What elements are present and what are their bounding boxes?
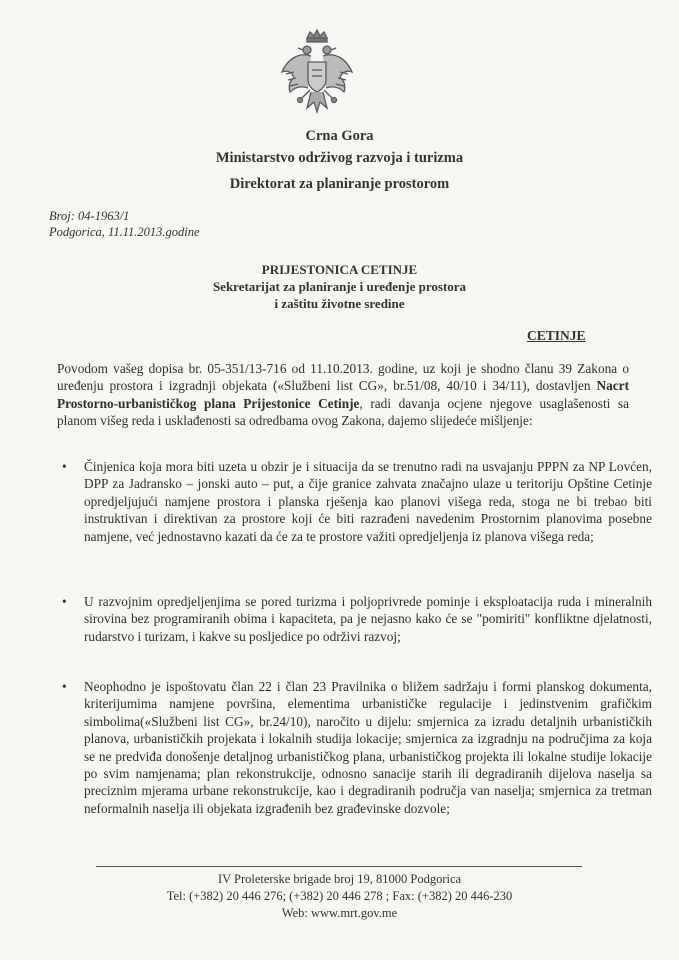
intro-text-part1: Povodom vašeg dopisa br. 05-351/13-716 od 11.10.2013. godine, uz koji je shodno članu 39 Zakona o uređenju prostora i izgradnji objekata («Službeni list CG», br.51/08, 40/10 i 34/11), dostavljen	[57, 361, 629, 394]
reference-place-date: Podgorica, 11.11.2013.godine	[49, 225, 200, 239]
footer-web: Web: www.mrt.gov.me	[281, 906, 398, 920]
footer-divider	[96, 866, 582, 867]
header-country: Crna Gora	[305, 128, 374, 144]
recipient-department-cont: i zaštitu životne sredine	[274, 296, 405, 311]
recipient-name: PRIJESTONICA CETINJE	[261, 262, 418, 277]
list-item	[62, 458, 652, 545]
bullet-icon: •	[62, 594, 67, 609]
footer-phones: Tel: (+382) 20 446 276; (+382) 20 446 278 ; Fax: (+382) 20 446-230	[166, 889, 513, 903]
coat-of-arms-emblem	[278, 28, 356, 126]
recipient-city: CETINJE	[527, 328, 586, 343]
intro-paragraph	[57, 360, 629, 430]
list-item-text: Činjenica koja mora biti uzeta u obzir je i situacija da se trenutno radi na usvajanju PPPN za NP Lovćen, DPP za Jadransko – jonski auto – put, a čije granice zahvata značajno ulaze u teritoriju Opštine Cetinje opredjeljujući namjene prostora i planska rješenja kao planovi višega reda, stoga ne bi trebao biti instruktivan i direktivan za prostore koji će biti razrađeni navedenim Prostornim planovima posebne namjene, već jednostavno kazati da će za te prostore važiti opredjeljenja iz planova višega reda;	[84, 459, 652, 544]
intro-text-part2: , radi davanja ocjene njegove usaglašenosti sa planom višeg reda i usklađenosti sa odredbama ovog Zakona, dajemo slijedeće mišljenje:	[57, 395, 629, 429]
footer-address: IV Proleterske brigade broj 19, 81000 Podgorica	[217, 872, 462, 886]
list-item	[62, 593, 652, 645]
list-item-text: Neophodno je ispoštovatu član 22 i član 23 Pravilnika o bližem sadržaju i formi planskog dokumenta, kriterijumima namjene površina, elementima urbanističke regulacije i jedinstvenim grafičkim simbolima(«Službeni list CG», br.24/10), naročito u dijelu: smjernica za izradu detaljnih urbanističkih planova, urbanističkih projekata i lokalnih studija lokacije; smjernica za izgradnju na područjima za koja se ne predviđa donošenje detaljnog urbanističkog plana, urbanističkog projekta ili lokalne studije lokacije po svim namjenama; plan rekonstrukcije, odnosno sanacije starih ili degradiranih dijelova naselja sa preciznim mjerama urbane rekonstrukcije, kao i degradiranih područja van naselja; smjernica za tretman neformalnih naselja ili objekata izgrađenih bez građevinske dozvole;	[84, 679, 652, 816]
intro-plan-name: Nacrt Prostorno-urbanističkog plana Prijestonice Cetinje	[57, 378, 629, 411]
bullet-icon: •	[62, 679, 67, 694]
reference-number: Broj: 04-1963/1	[49, 209, 130, 223]
header-ministry: Ministarstvo održivog razvoja i turizma	[215, 150, 464, 166]
list-item	[62, 678, 652, 817]
recipient-department: Sekretarijat za planiranje i uređenje prostora	[212, 279, 467, 294]
header-directorate: Direktorat za planiranje prostorom	[229, 176, 450, 192]
list-item-text: U razvojnim opredjeljenjima se pored turizma i poljoprivrede pominje i eksploatacija ruda i mineralnih sirovina bez programiranih obima i kapaciteta, pa je nejasno kako će se "pomiriti" konfliktne djelatnosti, rudarstvo i turizam, i kakve su posljedice po održivi razvoj;	[84, 594, 652, 644]
bullet-icon: •	[62, 459, 67, 474]
